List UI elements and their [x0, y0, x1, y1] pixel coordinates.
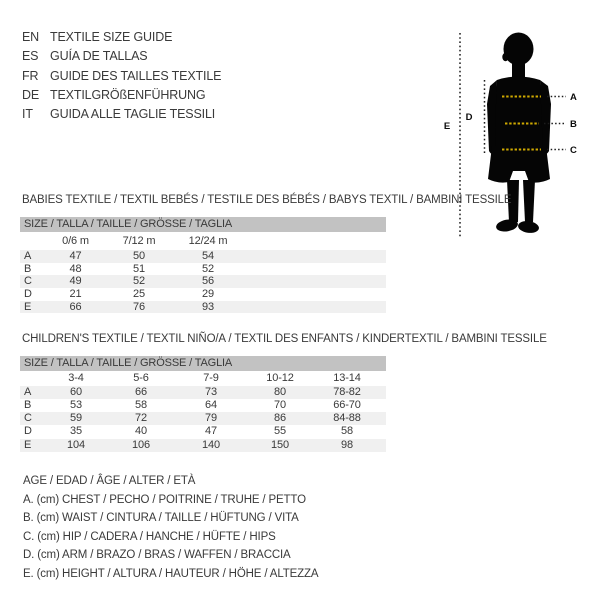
table-row — [20, 425, 386, 438]
row-label: A — [24, 385, 32, 398]
row-label: D — [24, 425, 32, 438]
size-value: 106 — [132, 438, 150, 451]
size-value: 66-70 — [333, 398, 361, 411]
table-row — [20, 399, 386, 412]
column-header: 5-6 — [133, 372, 149, 384]
table-row — [20, 288, 386, 301]
size-value: 66 — [135, 385, 147, 398]
size-value: 48 — [69, 262, 82, 275]
legend-line: AGE / EDAD / ÂGE / ALTER / ETÀ — [23, 475, 196, 487]
row-label: D — [24, 288, 32, 301]
language-label: GUÍA DE TALLAS — [50, 49, 148, 64]
size-value: 52 — [202, 262, 214, 275]
size-value: 56 — [202, 275, 214, 288]
column-header: 10-12 — [266, 372, 294, 384]
legend-line: B. (cm) WAIST / CINTURA / TAILLE / HÜFTUNG / VITA — [23, 512, 299, 524]
language-list — [22, 28, 221, 124]
table-row — [20, 386, 386, 399]
size-value: 104 — [67, 438, 85, 451]
size-value: 140 — [202, 438, 220, 451]
size-value: 76 — [133, 300, 145, 313]
measure-label-c: C — [570, 145, 577, 156]
language-label: GUIDE DES TAILLES TEXTILE — [50, 68, 222, 83]
size-value: 40 — [135, 425, 147, 438]
size-value: 93 — [202, 300, 214, 313]
row-label: C — [24, 412, 32, 425]
language-row — [22, 28, 221, 47]
column-header: 7/12 m — [122, 235, 156, 247]
children-size-table — [20, 356, 386, 452]
column-header: 13-14 — [333, 372, 361, 384]
size-value: 49 — [69, 275, 82, 288]
size-value: 47 — [69, 250, 82, 262]
size-value: 52 — [133, 275, 145, 288]
column-header: 0/6 m — [62, 235, 89, 247]
size-value: 21 — [69, 288, 82, 301]
legend-line: A. (cm) CHEST / PECHO / POITRINE / TRUHE / PETTO — [23, 493, 306, 506]
size-value: 150 — [271, 438, 289, 451]
row-label: E — [24, 438, 32, 451]
children-size-header-bar: SIZE / TALLA / TAILLE / GRÖSSE / TAGLIA — [20, 356, 386, 371]
size-value: 53 — [70, 398, 82, 411]
language-label: TEXTILGRÖßENFÜHRUNG — [50, 87, 206, 102]
column-header: 12/24 m — [188, 235, 228, 247]
table-row — [20, 250, 386, 263]
table-row — [20, 301, 386, 314]
row-label: A — [24, 250, 32, 262]
children-column-headers — [20, 371, 386, 386]
size-value: 78-82 — [333, 385, 361, 398]
language-code: EN — [22, 30, 40, 44]
language-code: IT — [22, 107, 33, 122]
language-code: DE — [22, 87, 40, 102]
size-value: 73 — [205, 385, 217, 398]
measurement-legend — [23, 472, 318, 583]
children-table-rows — [20, 386, 386, 452]
language-code: FR — [22, 68, 39, 83]
language-label: GUIDA ALLE TAGLIE TESSILI — [50, 107, 216, 122]
table-row — [20, 263, 386, 276]
language-label: TEXTILE SIZE GUIDE — [50, 30, 173, 44]
size-value: 50 — [133, 250, 145, 262]
measure-label-a: A — [570, 92, 577, 103]
column-header-spacer — [20, 371, 46, 386]
row-label: B — [24, 398, 32, 411]
babies-table-rows — [20, 250, 386, 313]
babies-section-heading: BABIES TEXTILE / TEXTIL BEBÉS / TESTILE DES BÉBÉS / BABYS TEXTIL / BAMBINI TESSILE — [22, 194, 512, 206]
size-value: 98 — [341, 438, 353, 451]
size-value: 86 — [274, 412, 286, 425]
size-value: 35 — [70, 425, 82, 438]
row-label: B — [24, 262, 32, 275]
language-row — [22, 67, 221, 86]
column-header: 3-4 — [68, 372, 84, 384]
measure-label-d: D — [465, 112, 473, 123]
measure-label-b: B — [570, 119, 577, 130]
size-value: 80 — [274, 385, 286, 398]
language-row — [22, 86, 221, 105]
size-value: 70 — [274, 398, 286, 411]
size-value: 60 — [70, 385, 82, 398]
column-header-spacer — [20, 232, 46, 250]
legend-line: E. (cm) HEIGHT / ALTURA / HAUTEUR / HÖHE / ALTEZZA — [23, 567, 319, 580]
size-value: 66 — [69, 300, 82, 313]
size-value: 79 — [205, 412, 217, 425]
babies-column-headers — [20, 232, 386, 250]
size-value: 29 — [202, 288, 214, 301]
row-label: E — [24, 300, 32, 313]
size-value: 55 — [274, 425, 286, 438]
legend-line: C. (cm) HIP / CADERA / HANCHE / HÜFTE / HIPS — [23, 530, 276, 543]
language-code: ES — [22, 49, 39, 64]
babies-size-header-bar: SIZE / TALLA / TAILLE / GRÖSSE / TAGLIA — [20, 217, 386, 232]
size-value: 72 — [135, 412, 147, 425]
row-label: C — [24, 275, 32, 288]
table-row — [20, 275, 386, 288]
language-row — [22, 105, 221, 124]
size-value: 64 — [205, 398, 217, 411]
child-measurement-figure — [428, 16, 600, 248]
language-row — [22, 47, 221, 66]
size-value: 51 — [133, 262, 145, 275]
column-header: 7-9 — [203, 372, 219, 384]
legend-line: D. (cm) ARM / BRAZO / BRAS / WAFFEN / BRACCIA — [23, 549, 291, 561]
size-value: 59 — [70, 412, 82, 425]
babies-size-table — [20, 217, 386, 313]
size-value: 47 — [205, 425, 217, 438]
measure-label-e: E — [443, 121, 451, 132]
size-value: 58 — [135, 398, 147, 411]
size-value: 25 — [133, 288, 145, 301]
table-row — [20, 412, 386, 425]
size-value: 84-88 — [333, 412, 361, 425]
size-value: 54 — [202, 250, 214, 262]
table-row — [20, 439, 386, 452]
children-section-heading: CHILDREN'S TEXTILE / TEXTIL NIÑO/A / TEXTIL DES ENFANTS / KINDERTEXTIL / BAMBINI TESSILE — [22, 332, 547, 345]
size-value: 58 — [341, 425, 353, 438]
